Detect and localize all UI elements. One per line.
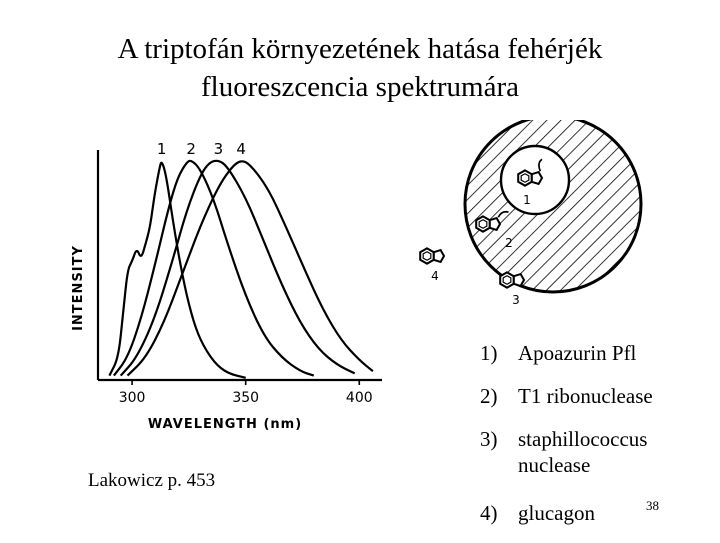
protein-environment-illustration — [405, 120, 645, 320]
protein-legend — [480, 340, 720, 543]
emission-spectra-chart — [60, 140, 400, 440]
x-axis-label: WAVELENGTH (nm) — [147, 417, 303, 432]
series-line-4 — [128, 161, 373, 375]
legend-item — [480, 340, 720, 366]
x-tick-label: 400 — [345, 390, 373, 406]
illustration-label-4: 4 — [431, 269, 439, 283]
legend-label: Apoazurin Pfl — [518, 341, 637, 365]
tryptophan-3-icon — [500, 272, 524, 287]
chart-series-labels — [157, 140, 246, 158]
tryptophan-4-icon — [420, 248, 444, 263]
legend-item — [480, 500, 720, 526]
series-label-4: 4 — [236, 140, 246, 158]
legend-item — [480, 426, 720, 478]
series-label-3: 3 — [213, 140, 224, 158]
legend-number: 4) — [480, 501, 498, 525]
legend-label: T1 ribonuclease — [518, 384, 653, 408]
legend-label: staphillococcus nuclease — [518, 427, 648, 477]
title-line-2: fluoreszcencia spektrumára — [200, 71, 520, 103]
x-tick-label: 350 — [232, 390, 260, 406]
legend-number: 3) — [480, 427, 498, 451]
chart-tick-labels — [119, 390, 373, 406]
x-tick-label: 300 — [118, 390, 146, 406]
slide-title — [0, 30, 720, 106]
legend-label: glucagon — [518, 501, 595, 525]
illustration-label-3: 3 — [512, 293, 520, 307]
chart-curves — [109, 161, 373, 378]
illustration-label-2: 2 — [505, 236, 513, 250]
citation-text: Lakowicz p. 453 — [88, 470, 216, 491]
legend-number: 1) — [480, 341, 498, 365]
series-line-1 — [109, 163, 245, 378]
title-line-1: A triptofán környezetének hatása fehérjék — [117, 33, 603, 65]
illustration-label-1: 1 — [523, 193, 531, 207]
series-label-2: 2 — [186, 140, 196, 158]
legend-item — [480, 383, 720, 409]
legend-number: 2) — [480, 384, 498, 408]
y-axis-label: INTENSITY — [71, 245, 86, 331]
page-number: 38 — [646, 498, 659, 513]
series-label-1: 1 — [156, 140, 167, 158]
